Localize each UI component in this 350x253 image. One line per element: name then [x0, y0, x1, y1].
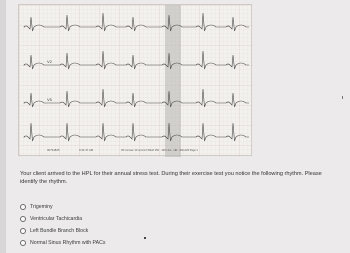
- ecg-footer-settings: 25 mm/sec 10 mm/mV 60HZ 150 · 100 Line · HR · 60to125 Page 1: [121, 149, 198, 152]
- choice-normal-sinus-rhythm-with-pacs[interactable]: [20, 237, 320, 249]
- cursor-icon: [144, 237, 146, 239]
- choice-label: Left Bundle Branch Block: [30, 228, 89, 234]
- choice-label: Normal Sinus Rhythm with PACs: [30, 240, 106, 246]
- artifact-band: [165, 5, 181, 157]
- choice-trigeminy[interactable]: [20, 201, 320, 213]
- choice-ventricular-tachicardia[interactable]: [20, 213, 320, 225]
- ecg-trace-svg: [19, 5, 253, 157]
- radio-button[interactable]: [20, 204, 26, 210]
- question-text: Your client arrived to the HPL for their annual stress test. During their exercise test you notice the following rhythm. Please identify the rhythm.: [20, 171, 322, 185]
- radio-button[interactable]: [20, 228, 26, 234]
- answer-choices: [20, 201, 320, 249]
- ecg-footer-id: 00734825: [47, 148, 60, 152]
- choice-left-bundle-branch-block[interactable]: [20, 225, 320, 237]
- left-scroll-strip: [0, 0, 6, 253]
- radio-button[interactable]: [20, 240, 26, 246]
- choice-label: Ventricular Tachicardia: [30, 216, 83, 222]
- ecg-strip-image: [18, 4, 252, 156]
- lead-label-v5: V5: [47, 97, 52, 102]
- radio-button[interactable]: [20, 216, 26, 222]
- scroll-indicator: [342, 96, 343, 99]
- choice-label: Trigeminy: [30, 204, 53, 210]
- ecg-footer-time: 0:31:37 AM: [79, 148, 94, 152]
- lead-label-v2: V2: [47, 59, 52, 64]
